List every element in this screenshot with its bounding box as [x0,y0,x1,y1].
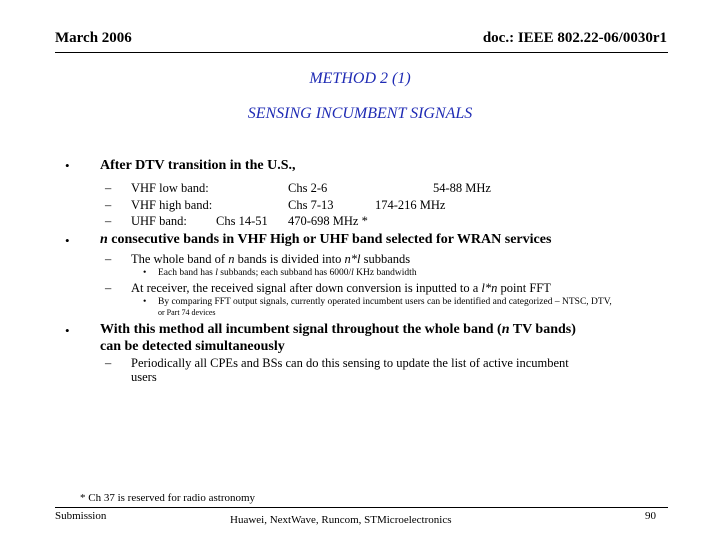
bullet-3-sub-line-2: users [131,370,157,384]
band-row-1-freq: 54-88 MHz [433,181,491,195]
bullet-2-sub-2: At receiver, the received signal after down conversion is inputted to a l*n point FFT [131,281,551,295]
dash-marker: – [105,181,112,195]
bullet-3-text-line-2: can be detected simultaneously [100,339,285,354]
bullet-3-sub-line-1: Periodically all CPEs and BSs can do this sensing to update the list of active incumbent [131,356,569,370]
dash-marker: – [105,252,112,266]
dash-marker: – [105,281,112,295]
dash-marker: – [105,198,112,212]
bullet-2-text: n consecutive bands in VHF High or UHF band selected for WRAN services [100,232,552,247]
bullet-dot: • [65,158,70,173]
footer-rule [55,507,668,508]
dash-marker: – [105,356,112,370]
footer-submission: Submission [55,510,107,522]
footer-page-number: 90 [645,510,656,522]
band-row-2-chs: Chs 7-13 [288,198,334,212]
dash-marker: – [105,214,112,228]
bullet-2-sub-1-detail: Each band has l subbands; each subband has 6000/l KHz bandwidth [158,268,417,278]
bullet-dot: • [65,323,70,338]
band-row-1-band: VHF low band: [131,181,209,195]
footer-authors: Huawei, NextWave, Runcom, STMicroelectronics [230,514,452,526]
title-line-1: METHOD 2 (1) [309,70,411,87]
band-row-2-band: VHF high band: [131,198,213,212]
title-line-2: SENSING INCUMBENT SIGNALS [247,105,473,122]
band-row-3-chs: Chs 14-51 [216,214,268,228]
band-row-3-band: UHF band: [131,214,187,228]
band-row-3-freq: 470-698 MHz * [288,214,368,228]
bullet-1-text: After DTV transition in the U.S., [100,158,296,173]
bullet-3-text-line-1: With this method all incumbent signal throughout the whole band (n TV bands) [100,322,576,337]
footnote: * Ch 37 is reserved for radio astronomy [80,492,256,504]
band-row-1-chs: Chs 2-6 [288,181,328,195]
bullet-dot: • [65,233,70,248]
small-bullet: • [143,268,147,278]
bullet-2-sub-2-detail-line-2: or Part 74 devices [158,308,216,317]
bullet-2-sub-1: The whole band of n bands is divided into n*l subbands [131,252,411,266]
bullet-2-sub-2-detail-line-1: By comparing FFT output signals, currently operated incumbent users can be identified and categorized – NTSC, DTV, [158,297,612,307]
band-row-2-freq: 174-216 MHz [375,198,446,212]
header-rule [55,52,668,53]
small-bullet: • [143,297,147,307]
header-doc-id: doc.: IEEE 802.22-06/0030r1 [482,30,667,46]
header-date: March 2006 [55,30,132,46]
